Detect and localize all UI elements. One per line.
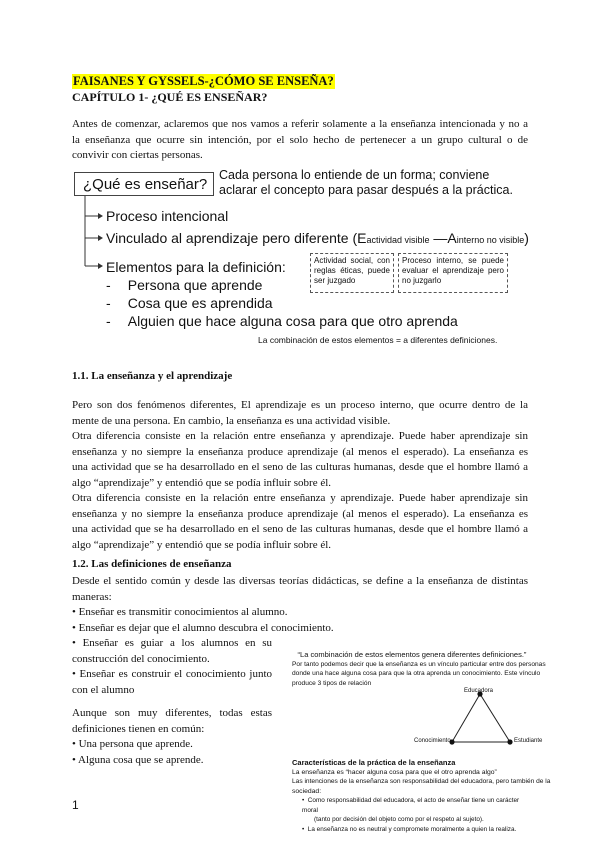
- document-title: FAISANES Y GYSSELS-¿CÓMO SE ENSEÑA?: [73, 74, 334, 88]
- diagram-item-intencional: Proceso intencional: [106, 208, 229, 224]
- dash-bullet: -: [106, 295, 111, 311]
- side-quote: “La combinación de estos elementos genera diferentes definiciones.”: [297, 650, 527, 659]
- side-text-line: produce 3 tipos de relación: [292, 679, 372, 687]
- text-line: Aunque son muy diferentes, todas estas: [72, 707, 272, 719]
- text-line: convivir con ciertas personas.: [72, 149, 203, 161]
- triangle-lines: [452, 694, 510, 742]
- text-line: una actividad que se ha desarrollado en el seno de las culturas humanas, desde que el hombre llamó a: [72, 461, 528, 473]
- side-notes: [292, 650, 546, 688]
- common-elements: [72, 706, 272, 768]
- char-bullet: [292, 796, 532, 815]
- definitions-list-narrow: [72, 636, 272, 698]
- bullet-dot: •: [302, 797, 308, 804]
- characteristics-block: [292, 758, 551, 834]
- question-note: [219, 168, 513, 198]
- diagram-item-elementos: Elementos para la definición:: [106, 259, 286, 275]
- element-alguien: [106, 313, 458, 330]
- text-line: algo “aprendizaje” y entendió que se podía influir sobre él.: [72, 476, 332, 489]
- label-estudiante: Estudiante: [514, 738, 543, 744]
- arrow-head-icon: [98, 263, 103, 269]
- list-item: construcción del conocimiento.: [72, 652, 210, 665]
- text-line: algo “aprendizaje” y entendió que se podía influir sobre él.: [72, 538, 332, 551]
- char-bullet-cont: (tanto por decisión del objeto como por el respeto al sujeto).: [314, 816, 484, 823]
- intro-paragraph: [72, 117, 528, 164]
- list-item: • Enseñar es guiar a los alumnos en su: [72, 637, 272, 649]
- element-persona: [106, 277, 262, 294]
- dash-bullet: -: [106, 313, 111, 329]
- arrow-head-icon: [98, 213, 103, 219]
- text-line: maneras:: [72, 590, 112, 603]
- text-line: Otra diferencia consiste en la relación entre enseñanza y aprendizaje. Puede haber aprendizaje sin: [72, 492, 528, 504]
- node-estudiante: [507, 739, 512, 744]
- char-line: La enseñanza es “hacer alguna cosa para que el otro aprenda algo”: [292, 768, 497, 776]
- text-line: Antes de comenzar, aclaremos que nos vamos a referir solamente a la enseñanza intencionada y no a: [72, 118, 528, 130]
- text-line: la enseñanza que ocurre sin intención, por el solo hecho de pertenecer a un grupo cultural o de: [72, 133, 528, 146]
- side-text-line: Por tanto podemos decir que la enseñanza es un vínculo particular entre dos personas: [292, 660, 546, 668]
- side-text-line: donde una hace alguna cosa para que la otra aprenda un conocimiento. Este vínculo: [292, 670, 541, 677]
- element-cosa: [106, 295, 273, 312]
- text-line: una actividad que se ha desarrollado en el seno de las culturas humanas, desde que el hombre llamó a: [72, 523, 528, 535]
- text-line: Otra diferencia consiste en la relación entre enseñanza y aprendizaje. Puede haber aprendizaje sin: [72, 430, 528, 442]
- list-item: • Una persona que aprende.: [72, 738, 193, 750]
- note-box-ensenanza: Actividad social, con reglas éticas, puede ser juzgado: [310, 253, 394, 293]
- char-line: sociedad:: [292, 787, 322, 795]
- bullet-dot: •: [302, 825, 308, 833]
- section1-paragraph: [72, 398, 528, 553]
- char-bullet: [292, 825, 532, 835]
- note-line: Cada persona lo entiende de un forma; conviene: [219, 168, 490, 182]
- item-text: Vinculado al aprendizaje pero diferente (E: [106, 230, 367, 246]
- list-item: • Alguna cosa que se aprende.: [72, 753, 204, 766]
- label-educadora: Educadora: [464, 688, 494, 694]
- page-number: 1: [72, 798, 79, 812]
- item-subscript: interno no visible: [456, 235, 525, 245]
- characteristics-title: Características de la práctica de la enseñanza: [292, 758, 456, 767]
- list-item: con el alumno: [72, 683, 135, 696]
- text-line: Desde el sentido común y desde las diversas teorías didácticas, se define a la enseñanza de distintas: [72, 575, 528, 587]
- text-line: enseñanza y no siempre la enseñanza produce aprendizaje (al menos el esperado). La enseñanza es: [72, 507, 528, 520]
- diagram-item-vinculado: [106, 230, 529, 249]
- list-item: • Enseñar es construir el conocimiento junto: [72, 668, 272, 680]
- question-box: ¿Qué es enseñar?: [74, 172, 214, 196]
- relation-triangle: [400, 686, 560, 746]
- element-text: Persona que aprende: [127, 277, 263, 293]
- item-subscript: actividad visible: [366, 235, 430, 245]
- label-conocimiento: Conocimiento: [414, 738, 451, 744]
- section-heading-1-2: 1.2. Las definiciones de enseñanza: [72, 558, 232, 570]
- text-line: mente de una persona. En cambio, la enseñanza es una actividad visible.: [72, 414, 391, 427]
- text-line: definiciones tienen en común:: [72, 722, 205, 735]
- dash-bullet: -: [106, 277, 111, 293]
- section2-intro: [72, 574, 528, 605]
- diagram-caption: La combinación de estos elementos = a diferentes definiciones.: [258, 335, 498, 345]
- text-line: enseñanza y no siempre la enseñanza produce aprendizaje (al menos el esperado). La enseñanza es: [72, 445, 528, 458]
- note-line: aclarar el concepto para pasar después a la práctica.: [219, 183, 513, 197]
- list-item: • Enseñar es dejar que el alumno descubra el conocimiento.: [72, 621, 334, 634]
- list-item: • Enseñar es transmitir conocimientos al alumno.: [72, 606, 288, 618]
- char-bullet-text: Como responsabilidad del educadora, el acto de enseñar tiene un carácter moral: [302, 797, 520, 814]
- item-text: ): [524, 230, 529, 246]
- text-line: Pero son dos fenómenos diferentes, El aprendizaje es un proceso interno, que ocurre dentro de la: [72, 399, 528, 411]
- char-line: Las intenciones de la enseñanza son responsabilidad del educadora, pero también de la: [292, 778, 551, 785]
- note-box-aprendizaje: Proceso interno, se puede evaluar el aprendizaje pero no juzgarlo: [398, 253, 508, 293]
- definitions-list-wide: [72, 605, 372, 636]
- section-heading-1-1: 1.1. La enseñanza y el aprendizaje: [72, 370, 233, 382]
- arrow-head-icon: [98, 235, 103, 241]
- diagram-connectors: [70, 196, 110, 276]
- element-text: Alguien que hace alguna cosa para que otro aprenda: [127, 313, 458, 329]
- char-bullet-text: La enseñanza no es neutral y compromete moralmente a quien la realiza.: [307, 825, 517, 833]
- chapter-heading: CAPÍTULO 1- ¿QUÉ ES ENSEÑAR?: [72, 90, 268, 104]
- element-text: Cosa que es aprendida: [127, 295, 273, 311]
- item-text: —A: [429, 230, 457, 246]
